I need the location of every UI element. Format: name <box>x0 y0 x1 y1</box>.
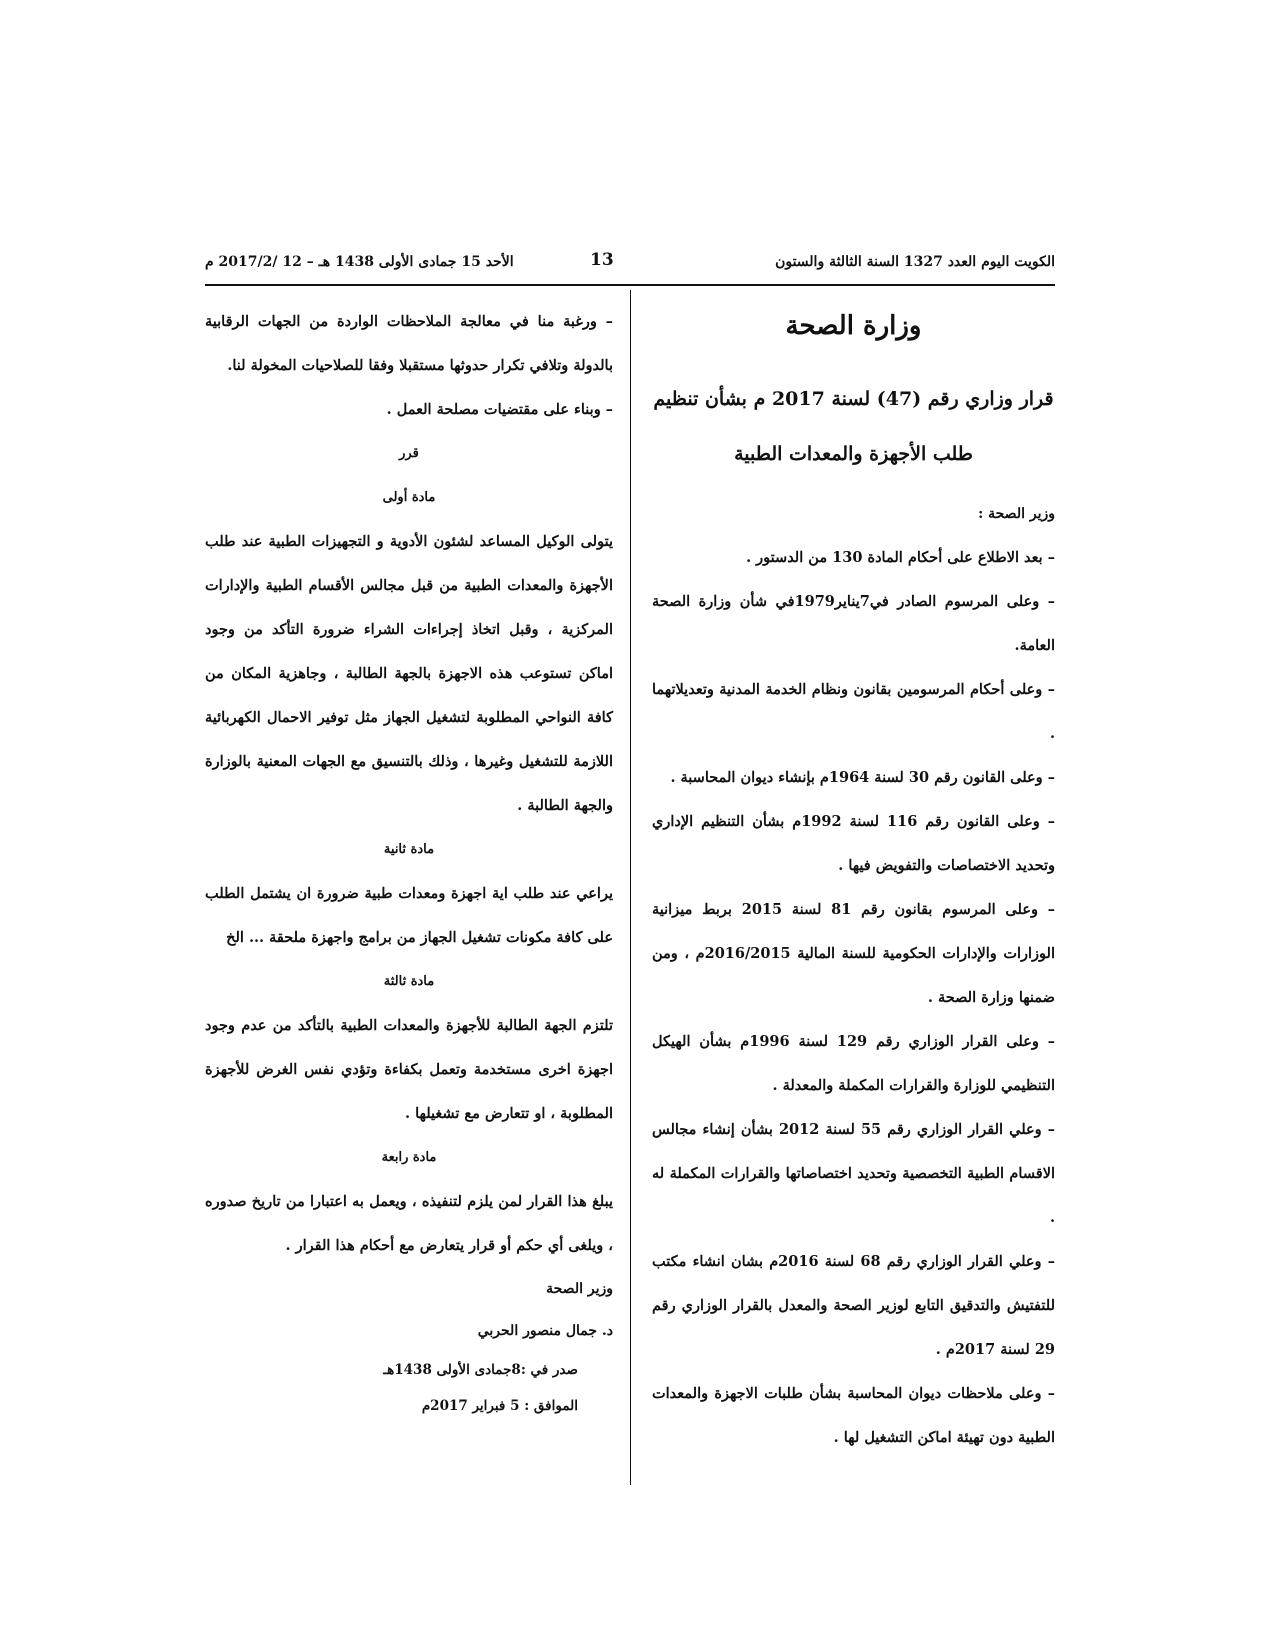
column-divider <box>630 290 631 1485</box>
article-4-text: يبلغ هذا القرار لمن يلزم لتنفيذه ، ويعمل به اعتبارا من تاريخ صدوره ، ويلغى أي حكم أو قرار يتعارض مع أحكام هذا القرار . <box>205 1193 613 1254</box>
preamble-clause: – وعلى أحكام المرسومين بقانون ونظام الخدمة المدنية وتعديلاتهما . <box>652 681 1055 742</box>
article-2-text: يراعي عند طلب اية اجهزة ومعدات طبية ضرورة ان يشتمل الطلب على كافة مكونات تشغيل الجهاز من برامج واجهزة ملحقة ... الخ <box>205 885 613 946</box>
preamble-clause: – وعلى المرسوم بقانون رقم 81 لسنة 2015 بربط ميزانية الوزارات والإدارات الحكومية للسنة المالية 2016/2015م ، ومن ضمنها وزارة الصحة . <box>652 901 1055 1006</box>
preamble-clause: – وعلي القرار الوزاري رقم 68 لسنة 2016م بشان انشاء مكتب للتفتيش والتدقيق التابع لوزير الصحة والمعدل بالقرار الوزاري رقم 29 لسنة 2017م . <box>652 1253 1055 1358</box>
article-1-title: مادة أولى <box>382 490 436 505</box>
signature-title: وزير الصحة <box>546 1281 613 1297</box>
ministry-title: وزارة الصحة <box>785 311 922 341</box>
article-2-title: مادة ثانية <box>383 842 435 857</box>
preamble-clause: – وعلى القرار الوزاري رقم 129 لسنة 1996م بشأن الهيكل التنظيمي للوزارة والقرارات المكملة والمعدلة . <box>652 1033 1055 1094</box>
header-date: الأحد 15 جمادى الأولى 1438 هـ – 12 /2017/2 م <box>205 254 514 270</box>
signature-name: د. جمال منصور الحربي <box>477 1323 613 1339</box>
header-gazette-issue: الكويت اليوم العدد 1327 السنة الثالثة والستون <box>775 254 1055 270</box>
issued-date: صدر في :8جمادى الأولى 1438هـ <box>383 1362 578 1378</box>
preamble-clause: – وعلى ملاحظات ديوان المحاسبة بشأن طلبات الاجهزة والمعدات الطبية دون تهيئة اماكن التشغيل لها . <box>652 1385 1055 1446</box>
preamble-clause: – وبناء على مقتضيات مصلحة العمل . <box>386 401 613 418</box>
preamble-clause: – وعلى القانون رقم 30 لسنة 1964م بإنشاء ديوان المحاسبة . <box>670 769 1055 786</box>
article-3-text: تلتزم الجهة الطالبة للأجهزة والمعدات الطبية بالتأكد من عدم وجود اجهزة اخرى مستخدمة وتعمل بكفاءة وتؤدي نفس الغرض للأجهزة المطلوبة ، او تتعارض مع تشغيلها . <box>205 1017 613 1122</box>
minister-heading: وزير الصحة : <box>978 506 1055 522</box>
article-1-text: يتولى الوكيل المساعد لشئون الأدوية و التجهيزات الطبية عند طلب الأجهزة والمعدات الطبية من قبل مجالس الأقسام الطبية والإدارات المركزية ، وقبل اتخاذ إجراءات الشراء ضرورة التأكد من وجود اماكن تستوعب هذه الاجهزة بالجهة الطالبة ، وجاهزية المكان من كافة النواحي المطلوبة لتشغيل الجهاز مثل توفير الاحمال الكهربائية اللازمة للتشغيل وغيرها ، وذلك بالتنسيق مع الجهات المعنية بالوزارة والجهة الطالبة . <box>205 533 613 814</box>
decree-title-line1: قرار وزاري رقم (47) لسنة 2017 م بشأن تنظيم <box>653 388 1054 410</box>
page-number: 13 <box>590 250 614 270</box>
preamble-clause: – وعلى المرسوم الصادر في7يناير1979في شأن وزارة الصحة العامة. <box>652 593 1055 654</box>
corresponding-date: الموافق : 5 فبراير 2017م <box>421 1398 578 1414</box>
decree-title-line2: طلب الأجهزة والمعدات الطبية <box>734 443 973 465</box>
preamble-clause: – وعلي القرار الوزاري رقم 55 لسنة 2012 بشأن إنشاء مجالس الاقسام الطبية التخصصية وتحديد اختصاصاتها والقرارات المكملة له . <box>652 1121 1055 1226</box>
left-column <box>205 300 613 1424</box>
decided-heading: قرر <box>399 446 419 461</box>
header-divider <box>205 284 1055 286</box>
right-column <box>652 300 1055 1460</box>
preamble-clause: – وعلى القانون رقم 116 لسنة 1992م بشأن التنظيم الإداري وتحديد الاختصاصات والتفويض فيها . <box>652 813 1055 874</box>
article-4-title: مادة رابعة <box>381 1150 437 1165</box>
article-3-title: مادة ثالثة <box>383 974 435 989</box>
preamble-clause: – ورغبة منا في معالجة الملاحظات الواردة من الجهات الرقابية بالدولة وتلافي تكرار حدوثها مستقبلا وفقا للصلاحيات المخولة لنا. <box>205 313 613 374</box>
page-header <box>205 248 1055 276</box>
preamble-clause: – بعد الاطلاع على أحكام المادة 130 من الدستور . <box>746 549 1055 566</box>
